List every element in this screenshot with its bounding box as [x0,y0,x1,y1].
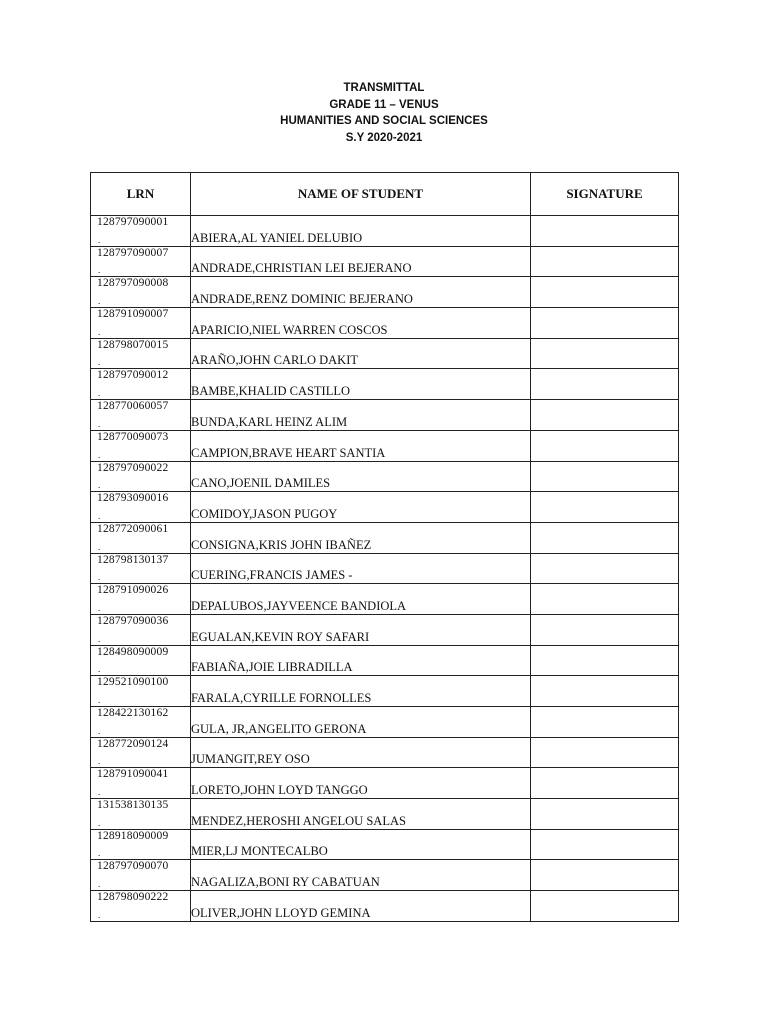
lrn-dot: . [98,572,101,583]
table-row [91,737,679,768]
lrn-dot: . [98,388,101,399]
table-row [91,584,679,615]
lrn-value: 128498090009 [97,645,169,658]
signature-cell [531,707,679,738]
signature-cell [531,614,679,645]
table-row [91,891,679,922]
lrn-value: 128791090007 [97,308,169,321]
school-year: S.Y 2020-2021 [345,131,423,144]
student-roster-table [90,172,679,922]
signature-cell [531,584,679,615]
lrn-cell [91,645,191,676]
student-name-cell: CUERING,FRANCIS JAMES - [191,553,531,584]
lrn-value: 128791090041 [97,768,169,781]
table-row [91,277,679,308]
lrn-dot: . [98,510,101,521]
signature-cell [531,308,679,339]
document-title: TRANSMITTAL [343,82,425,94]
table-row [91,614,679,645]
signature-cell [531,553,679,584]
lrn-cell [91,308,191,339]
lrn-dot: . [98,602,101,613]
lrn-dot: . [98,234,101,245]
signature-cell [531,369,679,400]
lrn-value: 131538130135 [97,799,169,812]
lrn-cell [91,492,191,523]
signature-cell [531,338,679,369]
lrn-dot: . [98,449,101,460]
lrn-dot: . [98,664,101,675]
lrn-value: 129521090100 [97,676,169,689]
lrn-value: 128772090124 [97,737,169,750]
lrn-value: 128797090007 [97,246,169,259]
signature-cell [531,676,679,707]
student-name-cell: GULA, JR,ANGELITO GERONA [191,707,531,738]
table-row [91,799,679,830]
lrn-dot: . [98,357,101,368]
lrn-column-header: LRN [91,173,191,216]
lrn-cell [91,246,191,277]
lrn-value: 128791090026 [97,584,169,597]
table-row [91,553,679,584]
lrn-value: 128422130162 [97,707,169,719]
lrn-cell [91,891,191,922]
lrn-value: 128772090061 [97,522,169,535]
table-row [91,522,679,553]
lrn-cell [91,369,191,400]
lrn-value: 128797090001 [97,216,169,228]
table-row [91,308,679,339]
student-name-cell: LORETO,JOHN LOYD TANGGO [191,768,531,799]
lrn-dot: . [98,879,101,890]
student-name-cell: BUNDA,KARL HEINZ ALIM [191,400,531,431]
lrn-value: 128798090222 [97,891,169,904]
lrn-dot: . [98,418,101,429]
signature-cell [531,461,679,492]
roster-body [91,216,679,922]
student-name-cell: BAMBE,KHALID CASTILLO [191,369,531,400]
table-row [91,768,679,799]
lrn-dot: . [98,326,101,337]
table-row [91,461,679,492]
table-row [91,338,679,369]
student-name-cell: ABIERA,AL YANIEL DELUBIO [191,216,531,247]
lrn-value: 128797090070 [97,860,169,873]
student-name-cell: ANDRADE,RENZ DOMINIC BEJERANO [191,277,531,308]
lrn-value: 128797090012 [97,369,169,382]
student-name-cell: NAGALIZA,BONI RY CABATUAN [191,860,531,891]
signature-cell [531,860,679,891]
lrn-cell [91,553,191,584]
student-name-cell: APARICIO,NIEL WARREN COSCOS [191,308,531,339]
signature-cell [531,492,679,523]
signature-cell [531,645,679,676]
signature-cell [531,430,679,461]
lrn-cell [91,522,191,553]
student-name-cell: MIER,LJ MONTECALBO [191,829,531,860]
lrn-dot: . [98,541,101,552]
lrn-cell [91,461,191,492]
signature-column-header: SIGNATURE [531,173,679,216]
lrn-value: 128918090009 [97,829,169,842]
lrn-value: 128797090036 [97,614,169,627]
lrn-value: 128797090022 [97,461,169,474]
student-name-cell: FABIAÑA,JOIE LIBRADILLA [191,645,531,676]
student-name-cell: FARALA,CYRILLE FORNOLLES [191,676,531,707]
student-name-cell: JUMANGIT,REY OSO [191,737,531,768]
lrn-dot: . [98,848,101,859]
table-row [91,246,679,277]
lrn-cell [91,338,191,369]
lrn-dot: . [98,296,101,307]
lrn-value: 128793090016 [97,492,169,505]
signature-cell [531,216,679,247]
signature-cell [531,522,679,553]
signature-cell [531,768,679,799]
table-row [91,829,679,860]
signature-cell [531,799,679,830]
grade-section: GRADE 11 – VENUS [329,98,439,111]
lrn-cell [91,430,191,461]
document-header [0,80,768,146]
lrn-dot: . [98,633,101,644]
signature-cell [531,400,679,431]
table-header-row [91,173,679,216]
lrn-value: 128798130137 [97,553,169,566]
lrn-dot: . [98,909,101,920]
lrn-dot: . [98,480,101,491]
lrn-cell [91,400,191,431]
lrn-cell [91,277,191,308]
lrn-cell [91,737,191,768]
strand-name: HUMANITIES AND SOCIAL SCIENCES [280,115,488,127]
lrn-cell [91,614,191,645]
student-name-cell: MENDEZ,HEROSHI ANGELOU SALAS [191,799,531,830]
student-name-cell: ANDRADE,CHRISTIAN LEI BEJERANO [191,246,531,277]
lrn-dot: . [98,756,101,767]
student-name-cell: EGUALAN,KEVIN ROY SAFARI [191,614,531,645]
signature-cell [531,277,679,308]
student-name-cell: ARAÑO,JOHN CARLO DAKIT [191,338,531,369]
lrn-cell [91,707,191,738]
table-row [91,400,679,431]
lrn-cell [91,216,191,247]
lrn-dot: . [98,817,101,828]
lrn-dot: . [98,265,101,276]
table-row [91,860,679,891]
table-row [91,492,679,523]
signature-cell [531,737,679,768]
student-name-cell: CANO,JOENIL DAMILES [191,461,531,492]
lrn-value: 128797090008 [97,277,169,290]
student-name-cell: DEPALUBOS,JAYVEENCE BANDIOLA [191,584,531,615]
lrn-dot: . [98,787,101,798]
table-row [91,430,679,461]
lrn-cell [91,860,191,891]
lrn-cell [91,799,191,830]
lrn-value: 128770060057 [97,400,169,413]
table-row [91,645,679,676]
student-name-cell: CAMPION,BRAVE HEART SANTIA [191,430,531,461]
lrn-dot: . [98,725,101,736]
lrn-cell [91,676,191,707]
student-name-cell: OLIVER,JOHN LLOYD GEMINA [191,891,531,922]
signature-cell [531,246,679,277]
table-row [91,369,679,400]
name-column-header: NAME OF STUDENT [191,173,531,216]
table-row [91,216,679,247]
lrn-value: 128770090073 [97,430,169,443]
lrn-dot: . [98,695,101,705]
signature-cell [531,891,679,922]
lrn-cell [91,768,191,799]
signature-cell [531,829,679,860]
table-row [91,707,679,738]
lrn-cell [91,829,191,860]
table-row [91,676,679,707]
lrn-cell [91,584,191,615]
student-name-cell: COMIDOY,JASON PUGOY [191,492,531,523]
student-name-cell: CONSIGNA,KRIS JOHN IBAÑEZ [191,522,531,553]
lrn-value: 128798070015 [97,338,169,351]
